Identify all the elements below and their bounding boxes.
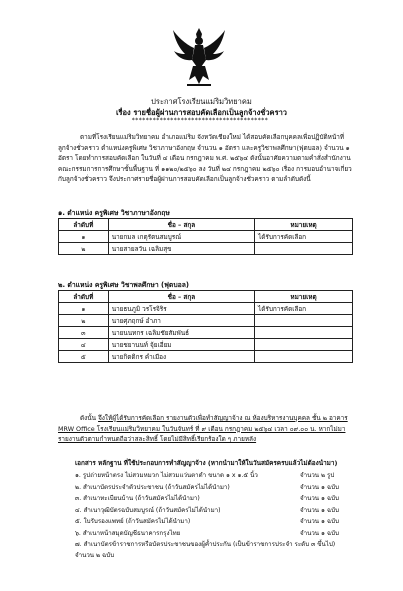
cell-no: ๕ [59, 351, 109, 363]
column-header-remark: หมายเหตุ [255, 219, 353, 231]
cell-remark [255, 243, 353, 255]
table-header-row [59, 291, 353, 303]
document-qty: จำนวน ๒ ฉบับ [75, 552, 115, 559]
cell-remark [255, 351, 353, 363]
cell-no: ๒ [59, 243, 109, 255]
documents-title: เอกสาร หลักฐาน ที่ใช้ประกอบการทำสัญญาจ้าง (หากนำมาให้ในวันสมัครครบแล้วไม่ต้องนำมา) [75, 459, 338, 467]
document-qty: จำนวน ๑ ฉบับ [300, 483, 339, 491]
document-qty: จำนวน ๑ ฉบับ [300, 506, 339, 514]
document-text: ๒. สำเนาบัตรประจำตัวประชาชน (ถ้าวันสมัครไม่ได้นำมา) [75, 483, 230, 491]
table-row [59, 243, 353, 255]
list-item [75, 528, 355, 540]
section2-heading: ๒. ตำแหน่ง ครูพิเศษ วิชาพลศึกษา (ฟุตบอล) [58, 281, 189, 289]
column-header-remark: หมายเหตุ [255, 291, 353, 303]
cell-name: นายชยานนท์ จุ้ยเอี่ยม [108, 339, 254, 351]
document-qty: จำนวน ๒ รูป [300, 472, 335, 479]
cell-name: นายกมล เกตุรัตนสมบูรณ์ [108, 231, 254, 243]
cell-no: ๒ [59, 315, 109, 327]
list-item [75, 539, 355, 561]
cell-no: ๑ [59, 303, 109, 315]
table-row [59, 351, 353, 363]
list-item [75, 516, 355, 528]
table-header-row [59, 219, 353, 231]
separator-stars: *************************************** [131, 117, 269, 124]
documents-list [75, 470, 355, 561]
table-row [59, 303, 353, 315]
cell-remark [255, 327, 353, 339]
section1-heading: ๑. ตำแหน่ง ครูพิเศษ วิชาภาษาอังกฤษ [58, 209, 170, 217]
cell-name: นายธนภูมิ วรโรจิริร [108, 303, 254, 315]
cell-no: ๔ [59, 339, 109, 351]
document-text: ๓. สำเนาทะเบียนบ้าน (ถ้าวันสมัครไม่ได้นำมา) [75, 495, 200, 502]
column-header-no: ลำดับที่ [59, 291, 109, 303]
announcement-title: ประกาศโรงเรียนแม่ริมวิทยาคม [151, 97, 252, 106]
cell-remark: ได้รับการคัดเลือก [255, 303, 353, 315]
list-item [75, 493, 355, 505]
document-text: ๗. สำเนาบัตรข้าราชการหรือบัตรประชาชนของผู้ค้ำประกัน (เป็นข้าราชการประจำ ระดับ ๓ ขึ้นไป) [75, 541, 336, 548]
cell-remark [255, 315, 353, 327]
cell-remark: ได้รับการคัดเลือก [255, 231, 353, 243]
cell-no: ๑ [59, 231, 109, 243]
table-row [59, 327, 353, 339]
section1-table [58, 218, 353, 255]
notice-lead: ดังนั้น [80, 414, 97, 422]
document-qty: จำนวน ๑ ฉบับ [300, 518, 339, 525]
document-qty: จำนวน ๑ ฉบับ [300, 495, 339, 502]
cell-name: นายกิตติกร คำเมือง [108, 351, 254, 363]
cell-no: ๓ [59, 327, 109, 339]
cell-name: นายสายลวัน เฉลิมสุข [108, 243, 254, 255]
column-header-no: ลำดับที่ [59, 219, 109, 231]
notice-underlined-text: จึงให้ผู้ได้รับการคัดเลือก รายงานตัวเพื่อทำสัญญาจ้าง ณ ห้องบริหารงานบุคคล ชั้น ๒ อาคาร MRW Office โรงเรียนแม่ริมวิทยาคม ในวันจันทร์ ที่ ๙ เดือน กรกฎาคม ๒๕๖๔ เวลา ๐๙.๐๐ น. หากไม่มารายงานตัวตามกำหนดถือว่าสละสิทธิ์ โดยไม่มีสิทธิ์เรียกร้องใด ๆ ภายหลัง [58, 414, 348, 443]
column-header-name: ชื่อ – สกุล [108, 291, 254, 303]
document-text: ๖. สำเนาหน้าสมุดบัญชีธนาคารกรุงไทย [75, 529, 181, 537]
cell-remark [255, 339, 353, 351]
cell-name: นายศุภฤกษ์ อำภา [108, 315, 254, 327]
document-text: ๔. สำเนาวุฒิบัตรฉบับสมบูรณ์ (ถ้าวันสมัครไม่ได้นำมา) [75, 506, 221, 514]
section2-table [58, 290, 353, 363]
intro-paragraph: ตามที่โรงเรียนแม่ริมวิทยาคม อำเภอแม่ริม จังหวัดเชียงใหม่ ได้สอบคัดเลือกบุคคลเพื่อปฏิบัติหน้าที่ลูกจ้างชั่วคราว ตำแหน่งครูพิเศษ วิชาภาษาอังกฤษ จำนวน ๑ อัตรา และครูวิชาพลศึกษา(ฟุตบอล) จำนวน ๑ อัตรา โดยทำการสอบคัดเลือก ในวันที่ ๔ เดือน กรกฎาคม พ.ศ. ๒๕๖๔ ดังนั้นอาศัยความตามคำสั่งสำนักงานคณะกรรมการการศึกษาขั้นพื้นฐาน ที่ ๑๑๒๐/๒๕๖๐ ลง วันที่ ๒๔ กรกฎาคม ๒๕๖๐ เรื่อง การมอบอำนาจเกี่ยวกับลูกจ้างชั่วคราว จึงประกาศรายชื่อผู้ผ่านการสอบคัดเลือกเป็นลูกจ้างชั่วคราว ตามลำดับดังนี้ [58, 133, 352, 183]
document-text: ๕. ใบรับรองแพทย์ (ถ้าวันสมัครไม่ได้นำมา) [75, 518, 191, 525]
list-item [75, 505, 355, 517]
document-qty: จำนวน ๑ ฉบับ [300, 529, 339, 537]
announcement-subject: เรื่อง รายชื่อผู้ผ่านการสอบคัดเลือกเป็นลูกจ้างชั่วคราว [115, 108, 288, 117]
list-item [75, 470, 355, 482]
garuda-emblem-icon [171, 26, 227, 88]
table-row [59, 339, 353, 351]
list-item [75, 482, 355, 494]
table-row [59, 315, 353, 327]
column-header-name: ชื่อ – สกุล [108, 219, 254, 231]
report-notice [58, 413, 354, 445]
cell-name: นายนนทกร เฉลิมชัยสัมพันธ์ [108, 327, 254, 339]
table-row [59, 231, 353, 243]
document-text: ๑. รูปถ่ายหน้าตรง ไม่สวมหมวก ไม่สวมแว่นตาดำ ขนาด ๑ x ๑.๕ นิ้ว [75, 472, 258, 479]
